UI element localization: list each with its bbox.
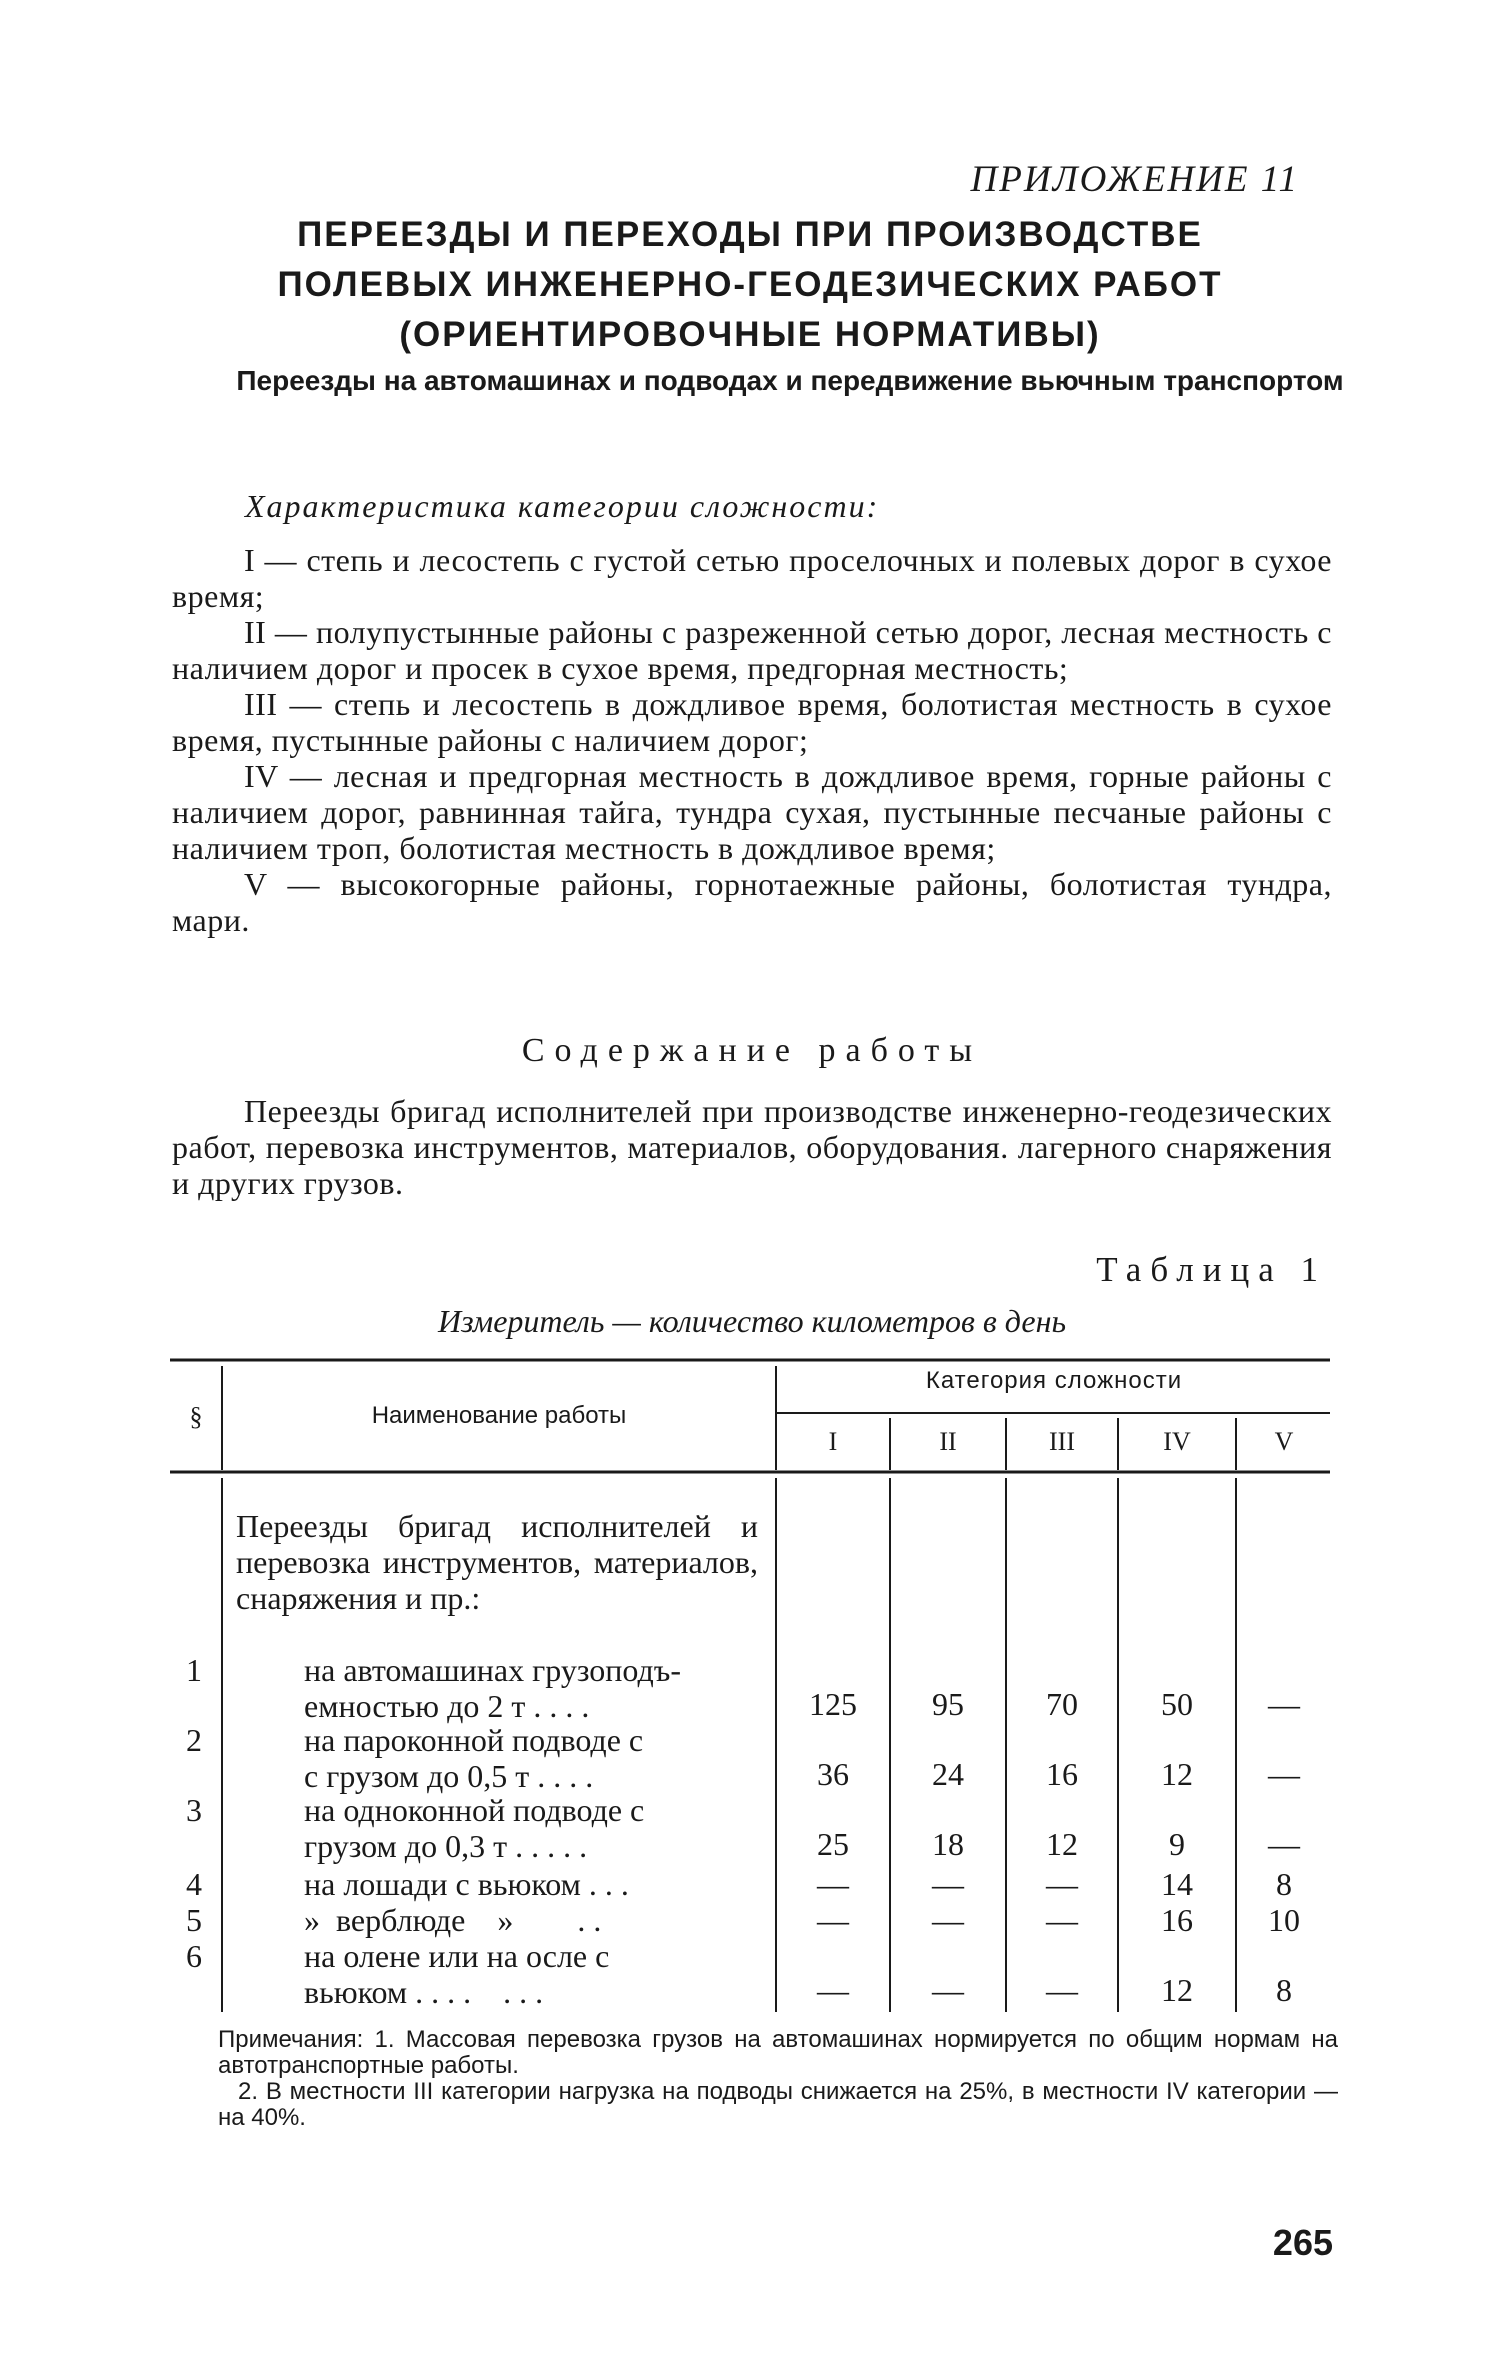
row-5-cat-3: — bbox=[1046, 1902, 1078, 1938]
row-4-cat-2: — bbox=[932, 1866, 964, 1902]
note-1: Примечания: 1. Массовая перевозка грузов на автомашинах нормируется по общим нормам на автотранспортные работы. bbox=[218, 2026, 1338, 2079]
category-3: III — степь и лесостепь в дождливое время, болотистая местность в сухое время, пустынные районы с наличием дорог; bbox=[172, 686, 1332, 758]
table-measure: Измеритель — количество километров в день bbox=[437, 1303, 1067, 1339]
row-1-cat-4: 50 bbox=[1161, 1686, 1193, 1722]
row-3-cat-1: 25 bbox=[817, 1826, 849, 1862]
row-4-cat-4: 14 bbox=[1161, 1866, 1193, 1902]
cat-header-1: I bbox=[828, 1427, 838, 1456]
row-5-cat-2: — bbox=[932, 1902, 964, 1938]
row-3-name-line1: на одноконной подводе с bbox=[304, 1792, 645, 1828]
row-6-cat-5: 8 bbox=[1276, 1972, 1292, 2008]
row-3-cat-4: 9 bbox=[1169, 1826, 1185, 1862]
row-6-cat-4: 12 bbox=[1161, 1972, 1193, 2008]
row-2-name-line1: на пароконной подводе с bbox=[304, 1722, 644, 1758]
row-3-num: 3 bbox=[186, 1792, 202, 1828]
row-6-name-line1: на олене или на осле с bbox=[304, 1938, 610, 1974]
row-4-cat-3: — bbox=[1046, 1866, 1078, 1902]
table-notes bbox=[218, 2027, 1338, 2131]
col-name-header: Наименование работы bbox=[371, 1402, 627, 1429]
category-4: IV — лесная и предгорная местность в дождливое время, горные районы с наличием дорог, равнинная тайга, тундра сухая, пустынные песчаные районы с наличием троп, болотистая местность в дождливое время; bbox=[172, 758, 1332, 866]
row-1-cat-2: 95 bbox=[932, 1686, 964, 1722]
col-num-header: § bbox=[189, 1402, 203, 1431]
cat-header-4: IV bbox=[1163, 1427, 1191, 1456]
cat-header-5: V bbox=[1274, 1427, 1294, 1456]
row-2-cat-5: — bbox=[1268, 1756, 1300, 1792]
row-4-num: 4 bbox=[186, 1866, 202, 1902]
appendix-label: ПРИЛОЖЕНИЕ 11 bbox=[970, 159, 1299, 200]
row-6-cat-1: — bbox=[817, 1972, 849, 2008]
cat-header-2: II bbox=[939, 1427, 957, 1456]
row-1-cat-3: 70 bbox=[1046, 1686, 1078, 1722]
categories-heading: Характеристика категории сложности: bbox=[245, 488, 880, 524]
title-line-1: ПЕРЕЕЗДЫ И ПЕРЕХОДЫ ПРИ ПРОИЗВОДСТВЕ bbox=[297, 215, 1203, 254]
row-4-cat-5: 8 bbox=[1276, 1866, 1292, 1902]
row-6-name-line2: вьюком . . . . . . . bbox=[304, 1974, 544, 2010]
cat-header-3: III bbox=[1049, 1427, 1075, 1456]
row-5-cat-5: 10 bbox=[1268, 1902, 1300, 1938]
row-3-cat-2: 18 bbox=[932, 1826, 964, 1862]
page-number: 265 bbox=[1272, 2222, 1333, 2263]
row-3-cat-3: 12 bbox=[1046, 1826, 1078, 1862]
row-1-name-line1: на автомашинах грузоподъ- bbox=[304, 1652, 681, 1688]
work-content: Переезды бригад исполнителей при производстве инженерно-геодезических работ, перевозка инструментов, материалов, оборудования. лагерного снаряжения и других грузов. bbox=[172, 1093, 1332, 1201]
row-2-cat-1: 36 bbox=[817, 1756, 849, 1792]
row-2-cat-4: 12 bbox=[1161, 1756, 1193, 1792]
row-3-cat-5: — bbox=[1268, 1826, 1300, 1862]
row-6-num: 6 bbox=[186, 1938, 202, 1974]
row-1-num: 1 bbox=[186, 1652, 202, 1688]
row-3-name-line2: грузом до 0,3 т . . . . . bbox=[304, 1828, 588, 1864]
row-2-cat-2: 24 bbox=[932, 1756, 964, 1792]
row-1-cat-5: — bbox=[1268, 1686, 1300, 1722]
title-line-3: (ОРИЕНТИРОВОЧНЫЕ НОРМАТИВЫ) bbox=[399, 315, 1101, 354]
category-1: I — степь и лесостепь с густой сетью проселочных и полевых дорог в сухое время; bbox=[172, 542, 1332, 614]
section-heading: Содержание работы bbox=[521, 1032, 983, 1069]
row-5-cat-1: — bbox=[817, 1902, 849, 1938]
row-5-name-line1: » верблюде » . . bbox=[304, 1902, 602, 1938]
category-5: V — высокогорные районы, горнотаежные районы, болотистая тундра, мари. bbox=[172, 866, 1332, 938]
row-2-num: 2 bbox=[186, 1722, 202, 1758]
table-label: Таблица 1 bbox=[1096, 1250, 1327, 1289]
subtitle: Переезды на автомашинах и подводах и передвижение вьючным транспортом bbox=[236, 365, 1344, 396]
col-category-header: Категория сложности bbox=[925, 1367, 1183, 1394]
row-1-name-line2: емностью до 2 т . . . . bbox=[304, 1688, 590, 1724]
title-line-2: ПОЛЕВЫХ ИНЖЕНЕРНО-ГЕОДЕЗИЧЕСКИХ РАБОТ bbox=[277, 265, 1223, 304]
table-group-label: Переезды бригад исполнителей и перевозка инструментов, материалов, снаряжения и пр.: bbox=[236, 1508, 758, 1616]
row-1-cat-1: 125 bbox=[809, 1686, 857, 1722]
note-2: 2. В местности III категории нагрузка на подводы снижается на 25%, в местности IV категории — на 40%. bbox=[218, 2078, 1338, 2131]
row-2-name-line2: с грузом до 0,5 т . . . . bbox=[304, 1758, 594, 1794]
row-2-cat-3: 16 bbox=[1046, 1756, 1078, 1792]
row-5-num: 5 bbox=[186, 1902, 202, 1938]
row-5-cat-4: 16 bbox=[1161, 1902, 1193, 1938]
row-4-cat-1: — bbox=[817, 1866, 849, 1902]
row-6-cat-2: — bbox=[932, 1972, 964, 2008]
category-2: II — полупустынные районы с разреженной сетью дорог, лесная местность с наличием дорог и просек в сухое время, предгорная местность; bbox=[172, 614, 1332, 686]
row-4-name-line1: на лошади с вьюком . . . bbox=[304, 1866, 629, 1902]
row-6-cat-3: — bbox=[1046, 1972, 1078, 2008]
